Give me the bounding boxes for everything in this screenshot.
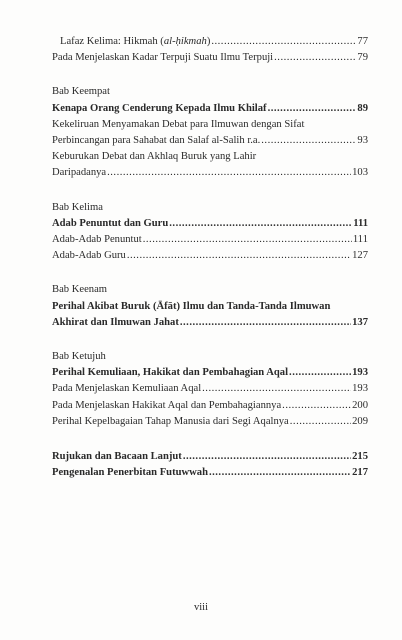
dot-leader xyxy=(180,315,351,331)
chapter-label-4: Bab Keempat xyxy=(52,86,110,98)
toc-entry-line: Kekeliruan Menyamakan Debat para Ilmuwan dengan Sifat xyxy=(52,118,305,130)
dot-leader xyxy=(261,133,356,149)
dot-leader xyxy=(209,465,351,481)
toc-entry-text: Pada Menjelaskan Kemuliaan Aqal xyxy=(52,383,202,395)
toc-entry-kekeliruan xyxy=(52,133,368,149)
toc-page-number: 127 xyxy=(352,250,368,262)
dot-leader xyxy=(282,398,351,414)
toc-page-number: 79 xyxy=(357,52,368,64)
dot-leader xyxy=(202,381,351,397)
toc-entry-hikmah xyxy=(52,34,368,50)
toc-page-number: 193 xyxy=(352,383,368,395)
table-of-contents xyxy=(52,34,368,481)
toc-entry-line: Keburukan Debat dan Akhlaq Buruk yang Lahir xyxy=(52,151,257,163)
dot-leader xyxy=(211,34,356,50)
chapter-title-text: Akhirat dan Ilmuwan Jahat xyxy=(52,316,179,328)
toc-page-number: 215 xyxy=(352,451,368,463)
toc-page-number: 209 xyxy=(352,415,368,427)
toc-page-number: 111 xyxy=(353,217,368,229)
toc-entry-italic: al-ḥikmah xyxy=(163,36,207,47)
toc-entry-text: Adab-Adab Penuntut xyxy=(52,234,142,246)
chapter-label-5: Bab Kelima xyxy=(52,201,103,213)
dot-leader xyxy=(289,365,351,381)
dot-leader xyxy=(169,216,352,232)
chapter-title-4 xyxy=(52,101,368,117)
toc-entry-kadar-terpuji xyxy=(52,50,368,66)
toc-entry-text: Pengenalan Penerbitan Futuwwah xyxy=(52,467,208,479)
dot-leader xyxy=(268,101,357,117)
toc-entry-kemuliaan-aqal xyxy=(52,381,368,397)
chapter-label-6: Bab Keenam xyxy=(52,284,108,296)
toc-page-number: 200 xyxy=(352,399,368,411)
chapter-title-6-line1: Perihal Akibat Buruk (Āfāt) Ilmu dan Tanda-Tanda Ilmuwan xyxy=(52,300,331,312)
toc-entry-adab-penuntut xyxy=(52,232,368,248)
toc-entry-text-end: ) xyxy=(206,36,211,47)
toc-entry-text: Rujukan dan Bacaan Lanjut xyxy=(52,451,182,463)
dot-leader xyxy=(107,165,351,181)
dot-leader xyxy=(143,232,352,248)
toc-page-number: 93 xyxy=(357,135,368,147)
toc-entry-text: Pada Menjelaskan Hakikat Aqal dan Pembahagiannya xyxy=(52,399,282,411)
chapter-title-6 xyxy=(52,315,368,331)
dot-leader xyxy=(127,248,351,264)
chapter-title-text: Kenapa Orang Cenderung Kepada Ilmu Khilaf xyxy=(52,102,267,114)
toc-entry-text: Adab-Adab Guru xyxy=(52,250,126,262)
toc-entry-kepelbagaian xyxy=(52,414,368,430)
dot-leader xyxy=(290,414,351,430)
toc-page-number: 103 xyxy=(352,167,368,179)
chapter-title-text: Perihal Kemuliaan, Hakikat dan Pembahagian Aqal xyxy=(52,367,289,379)
toc-entry-keburukan-debat xyxy=(52,165,368,181)
toc-page-number: 217 xyxy=(352,467,368,479)
toc-page-number: 137 xyxy=(352,316,368,328)
toc-page-number: 89 xyxy=(357,102,368,114)
toc-entry-adab-guru xyxy=(52,248,368,264)
toc-page-number: 193 xyxy=(352,367,368,379)
toc-page-number: 111 xyxy=(352,234,368,246)
toc-entry-rujukan xyxy=(52,449,368,465)
page-number-footer: viii xyxy=(193,602,208,613)
chapter-title-text: Adab Penuntut dan Guru xyxy=(52,217,169,229)
toc-entry-text: Daripadanya xyxy=(52,167,107,179)
chapter-title-7 xyxy=(52,365,368,381)
toc-entry-pengenalan xyxy=(52,465,368,481)
chapter-title-5 xyxy=(52,216,368,232)
toc-page-number: 77 xyxy=(357,36,368,47)
toc-entry-text: Lafaz Kelima: Hikmah ( xyxy=(60,36,164,47)
toc-entry-text: Perihal Kepelbagaian Tahap Manusia dari Segi Aqalnya xyxy=(52,415,289,427)
dot-leader xyxy=(274,50,356,66)
toc-entry-text: Perbincangan para Sahabat dan Salaf al-Salih r.a. xyxy=(52,135,261,147)
dot-leader xyxy=(183,449,351,465)
chapter-label-7: Bab Ketujuh xyxy=(52,351,106,363)
toc-entry-text: Pada Menjelaskan Kadar Terpuji Suatu Ilmu Terpuji xyxy=(52,52,274,64)
toc-entry-hakikat-aqal xyxy=(52,398,368,414)
